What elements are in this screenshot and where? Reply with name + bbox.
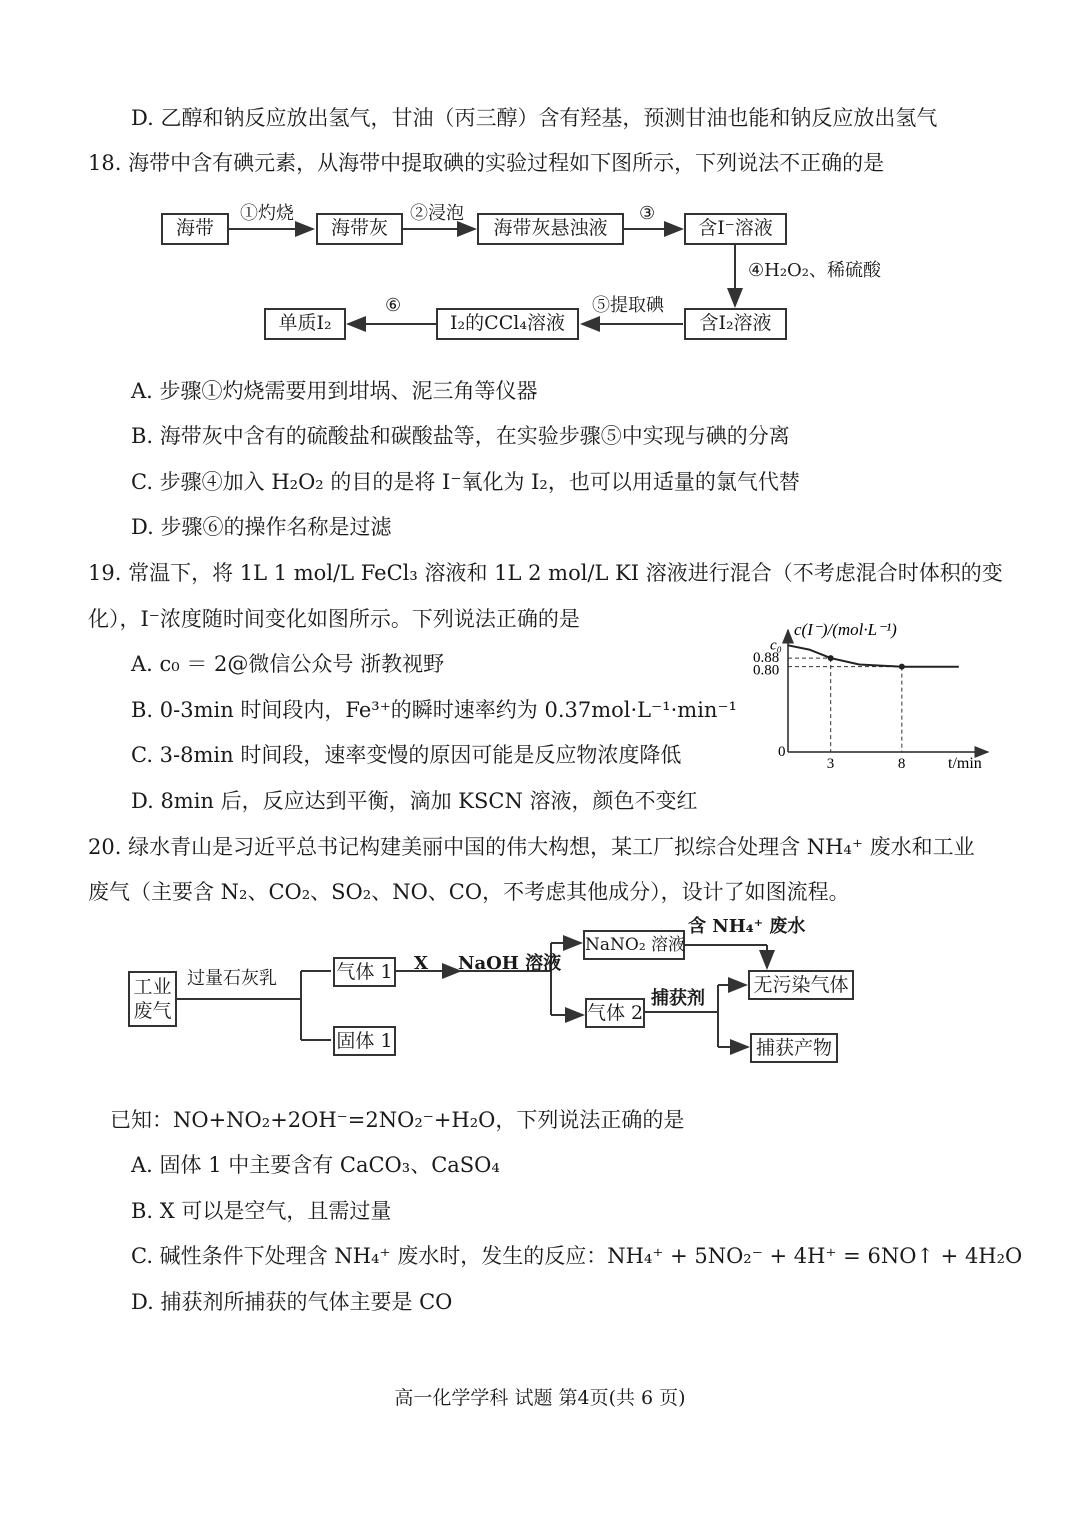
flow-box-gas1: 气体 1 [333,957,396,987]
q17-option-d: D. 乙醇和钠反应放出氢气，甘油（丙三醇）含有羟基，预测甘油也能和钠反应放出氢气 [131,106,938,130]
flow-box-elemental-iodine: 单质I₂ [264,308,346,340]
flow-box-suspension: 海带灰悬浊液 [477,213,624,245]
waste-gas-line2: 废气 [133,1000,172,1022]
flow-box-clean-gas: 无污染气体 [748,970,854,1000]
flow-step-5-label: ⑤提取碘 [592,295,664,316]
flow-box-industrial-waste-gas [128,971,177,1027]
q18-option-c: C. 步骤④加入 H₂O₂ 的目的是将 I⁻氧化为 I₂，也可以用适量的氯气代替 [131,470,800,494]
chart-y-tick-0: c₀ [770,637,782,654]
flow-box-iodine-solution: 含I₂溶液 [684,308,787,340]
q19-stem-line1: 19. 常温下，将 1L 1 mol/L FeCl₃ 溶液和 1L 2 mol/L KI 溶液进行混合（不考虑混合时体积的变 [88,561,1003,585]
waste-gas-line1: 工业 [133,976,172,998]
chart-x-tick-1: 3 [826,756,835,772]
flow-box-solid1: 固体 1 [333,1026,396,1056]
q20-option-a: A. 固体 1 中主要含有 CaCO₃、CaSO₄ [131,1153,500,1177]
q20-option-c: C. 碱性条件下处理含 NH₄⁺ 废水时，发生的反应：NH₄⁺ + 5NO₂⁻ + 4H⁺ = 6NO↑ + 4H₂O [131,1244,1023,1268]
flow-box-seaweed: 海带 [161,213,229,245]
q18-option-a: A. 步骤①灼烧需要用到坩埚、泥三角等仪器 [131,379,538,403]
flow-box-nano2: NaNO₂ 溶液 [583,930,685,960]
q20-stem-line1: 20. 绿水青山是习近平总书记构建美丽中国的伟大构想，某工厂拟综合处理含 NH₄⁺ 废水和工业 [88,835,975,859]
q20-option-b: B. X 可以是空气，且需过量 [131,1199,392,1223]
chart-y-label: c(I⁻)/(mol·L⁻¹) [794,620,897,639]
flow-box-ccl4-solution: I₂的CCl₄溶液 [436,308,579,340]
q18-stem: 18. 海带中含有碘元素，从海带中提取碘的实验过程如下图所示，下列说法不正确的是 [88,151,885,175]
flow-step-1-label: ①灼烧 [240,203,294,224]
flow-box-ash: 海带灰 [316,213,403,245]
flow-lime-label: 过量石灰乳 [187,968,277,989]
page-footer: 高一化学学科 试题 第4页(共 6 页) [394,1387,686,1409]
q18-option-b: B. 海带灰中含有的硫酸盐和碳酸盐等，在实验步骤⑤中实现与碘的分离 [131,424,790,448]
chart-y-tick-2: 0.80 [753,662,780,679]
flow-box-capture-product: 捕获产物 [750,1033,838,1063]
chart-point-1 [899,664,905,670]
q19-option-d: D. 8min 后，反应达到平衡，滴加 KSCN 溶液，颜色不变红 [131,789,698,813]
q19-option-a: A. c₀ ＝ 2@微信公众号 浙教视野 [131,652,445,676]
chart-series-line [788,645,959,666]
flow-step-3-label: ③ [639,203,656,224]
flow-box-gas2: 气体 2 [585,998,645,1028]
chart-x-label: t/min [948,755,982,772]
flow-step-2-label: ②浸泡 [410,203,464,224]
chart-x-tick-0: 0 [778,744,786,760]
flow-step-6-label: ⑥ [385,295,402,316]
q19-stem-line2: 化），I⁻浓度随时间变化如图所示。下列说法正确的是 [88,607,580,631]
q20-stem-line2: 废气（主要含 N₂、CO₂、SO₂、NO、CO，不考虑其他成分），设计了如图流程。 [88,880,850,904]
flow-box-iodide-solution: 含I⁻溶液 [684,213,787,245]
q19-option-b: B. 0-3min 时间段内，Fe³⁺的瞬时速率约为 0.37mol·L⁻¹·min⁻¹ [131,698,737,722]
chart-x-tick-2: 8 [897,756,906,772]
flow-nh4-wastewater-label: 含 NH₄⁺ 废水 [688,916,806,937]
q20-option-d: D. 捕获剂所捕获的气体主要是 CO [131,1290,453,1314]
q19-option-c: C. 3-8min 时间段，速率变慢的原因可能是反应物浓度降低 [131,743,682,767]
chart-point-0 [828,655,834,661]
flow-step-4-label: ④H₂O₂、稀硫酸 [748,260,882,281]
chart-y-tick-1: 0.88 [753,650,780,667]
flow-naoh-label: NaOH 溶液 [458,953,562,974]
flow-x-label: X [414,953,428,974]
flow-capture-agent-label: 捕获剂 [651,988,705,1009]
q18-option-d: D. 步骤⑥的操作名称是过滤 [131,515,392,539]
q20-known-equation: 已知：NO+NO₂+2OH⁻=2NO₂⁻+H₂O，下列说法正确的是 [110,1108,685,1132]
